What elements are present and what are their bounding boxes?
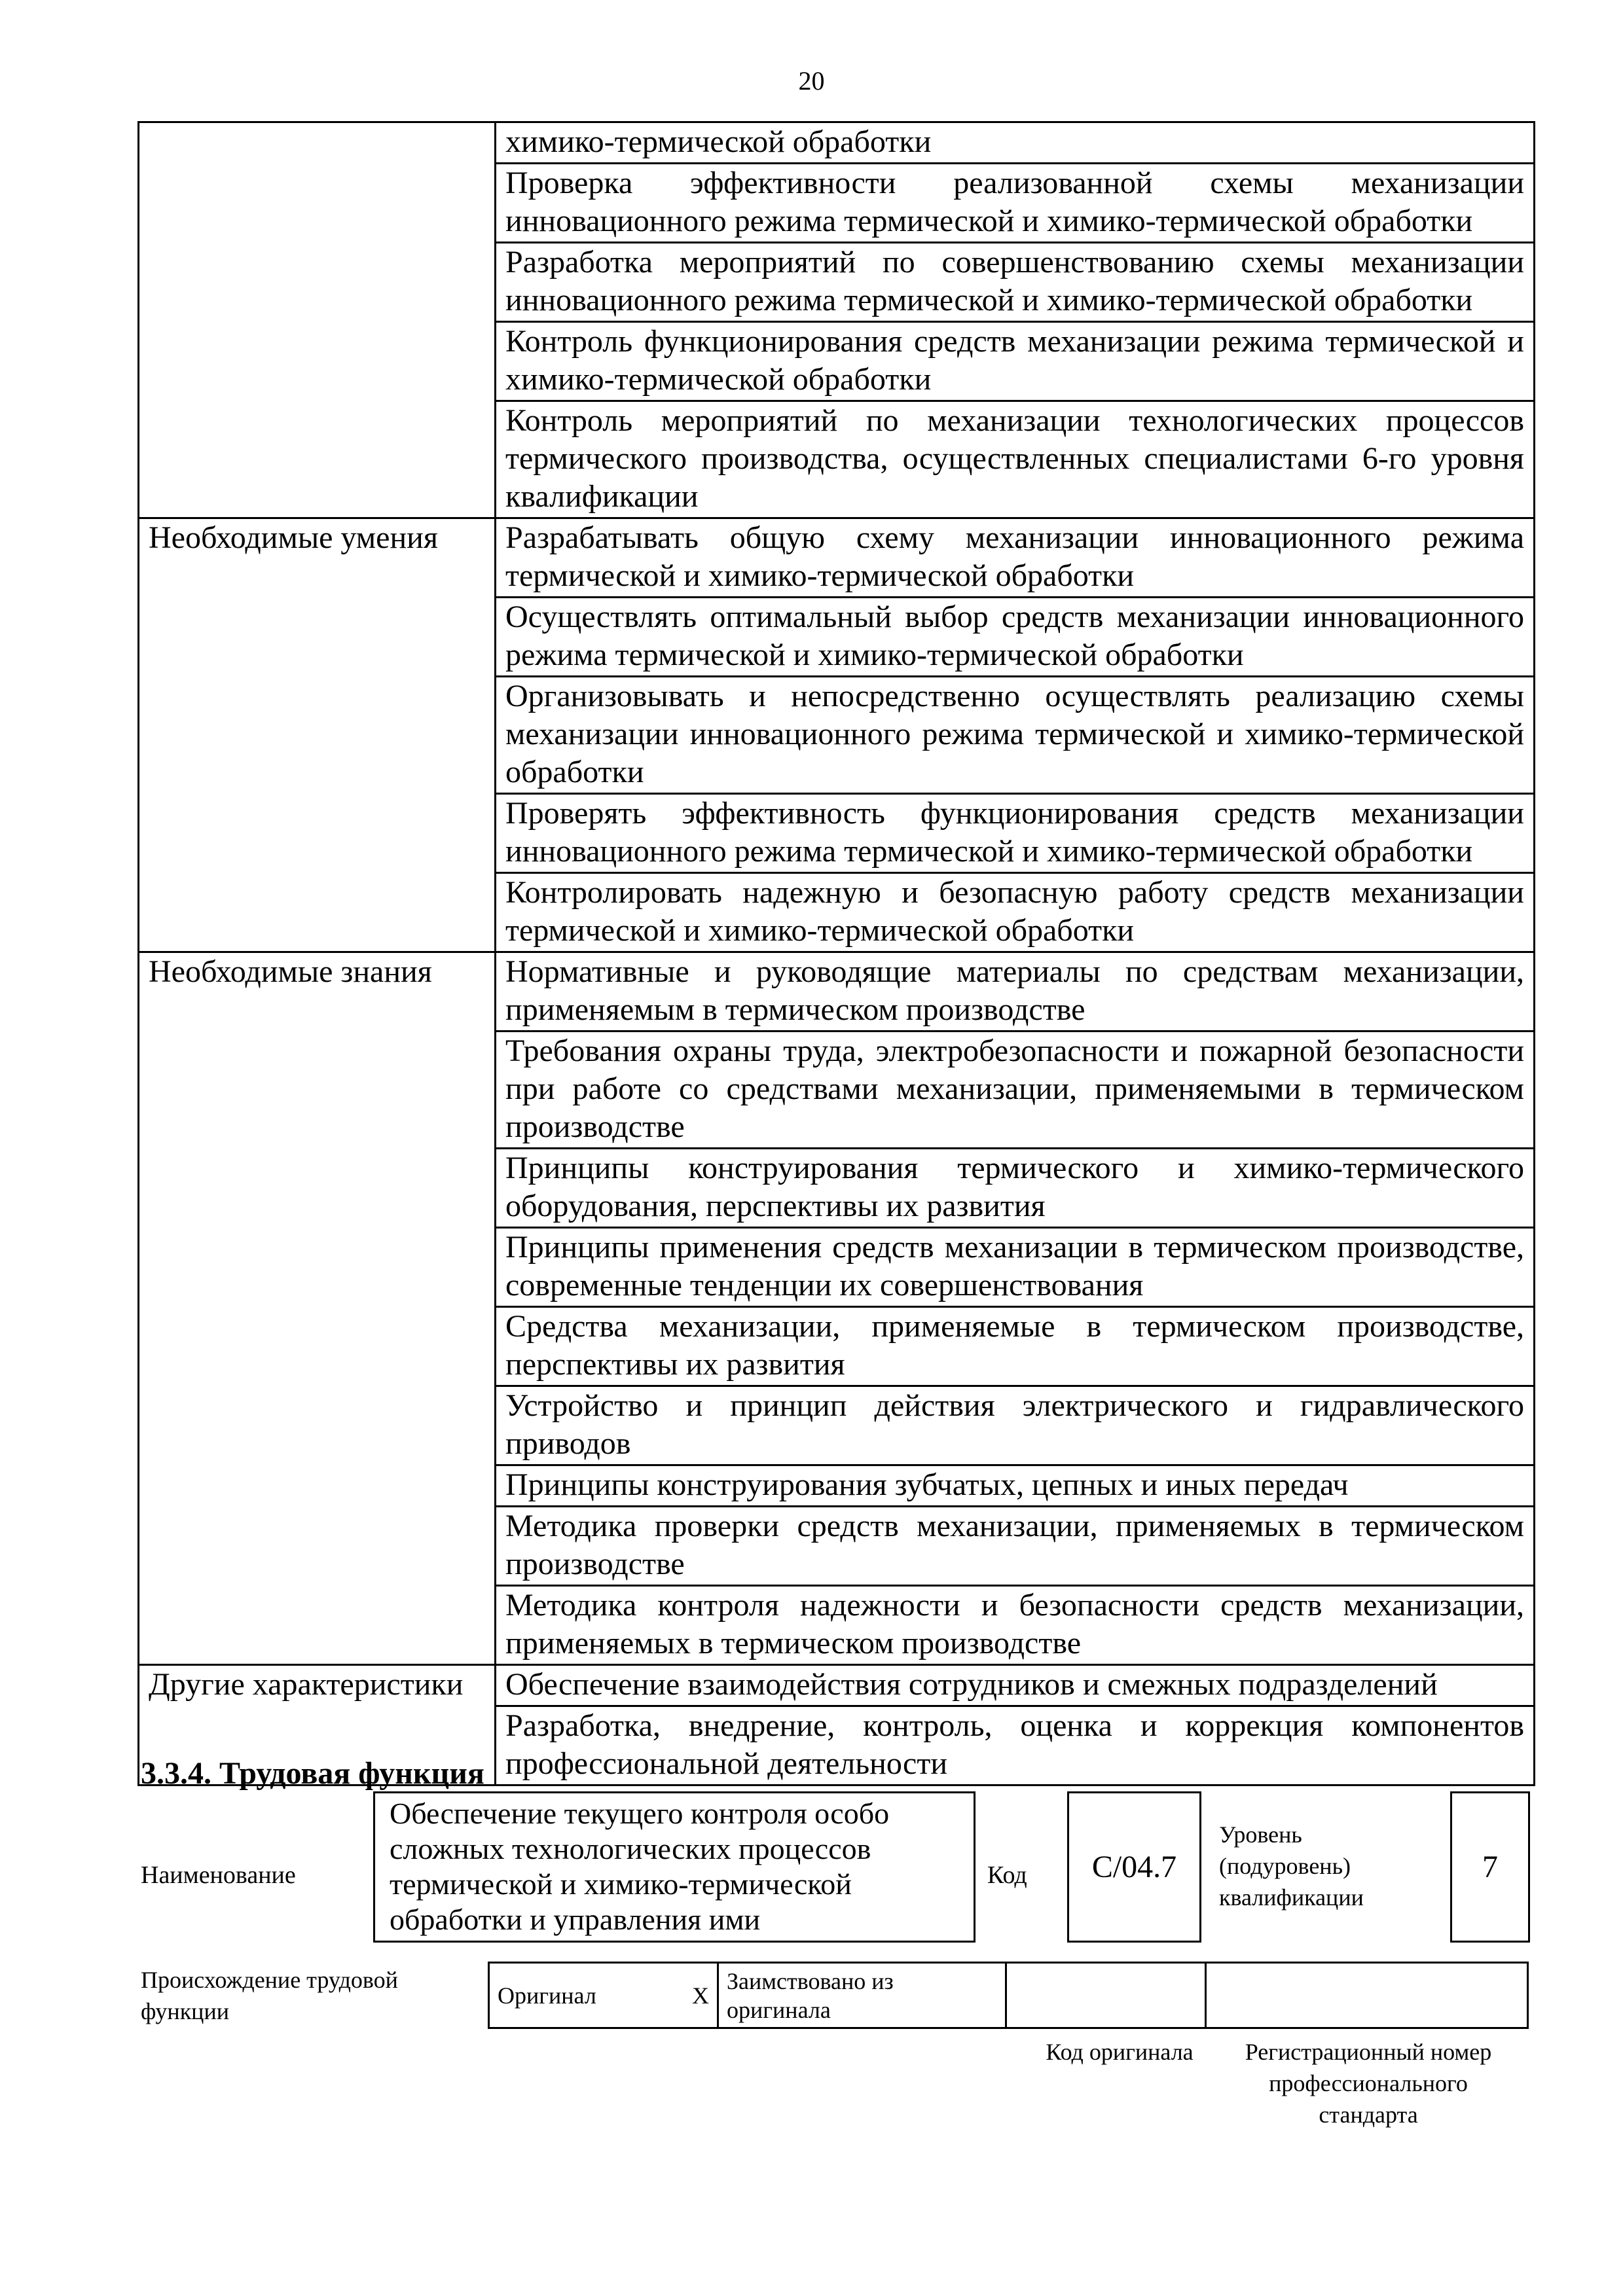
row-item-text: Принципы конструирования зубчатых, цепных и иных передач xyxy=(496,1465,1535,1507)
code-value-box: C/04.7 xyxy=(1067,1791,1201,1943)
row-item-text: Проверка эффективности реализованной схемы механизации инновационного режима термической и химико-термической обработки xyxy=(496,164,1535,243)
table-row xyxy=(139,518,1535,598)
origin-borrowed-cell xyxy=(718,1963,1006,2028)
row-item-text: Контролировать надежную и безопасную работу средств механизации термической и химико-термической обработки xyxy=(496,873,1535,952)
row-item-text: Организовывать и непосредственно осуществлять реализацию схемы механизации инновационного режима термической и химико-термической обработки xyxy=(496,677,1535,794)
row-item-text: Устройство и принцип действия электрического и гидравлического приводов xyxy=(496,1386,1535,1465)
origin-label-1: Происхождение трудовой xyxy=(141,1967,398,1993)
row-item-text: Проверять эффективность функционирования средств механизации инновационного режима термической и химико-термической обработки xyxy=(496,794,1535,873)
row-item-text: Разработка мероприятий по совершенствованию схемы механизации инновационного режима термической и химико-термической обработки xyxy=(496,243,1535,322)
row-item-text: Методика контроля надежности и безопасности средств механизации, применяемых в термическом производстве xyxy=(496,1586,1535,1665)
page-number: 20 xyxy=(798,66,825,96)
table-row xyxy=(139,122,1535,164)
origin-borrowed-line-1: Заимствовано из xyxy=(727,1967,894,1994)
table-row xyxy=(139,1665,1535,1706)
reg-caption-2: профессионального xyxy=(1269,2070,1468,2096)
row-item-text: Требования охраны труда, электробезопасности и пожарной безопасности при работе со средствами механизации, применяемыми в термическом производстве xyxy=(496,1031,1535,1149)
row-item-text: Средства механизации, применяемые в термическом производстве, перспективы их развития xyxy=(496,1307,1535,1386)
row-item-text: химико-термической обработки xyxy=(496,122,1535,164)
name-label: Наименование xyxy=(141,1861,296,1889)
row-item-text: Контроль функционирования средств механизации режима термической и химико-термической обработки xyxy=(496,322,1535,401)
reg-caption-3: стандарта xyxy=(1319,2102,1418,2128)
section-heading: 3.3.4. Трудовая функция xyxy=(141,1756,484,1791)
requirements-table xyxy=(137,121,1535,1786)
function-name-box: Обеспечение текущего контроля особо сложных технологических процессов термической и химико-термической обработки и управления ими xyxy=(373,1791,976,1943)
level-value-box: 7 xyxy=(1450,1791,1530,1943)
row-item-text: Принципы конструирования термического и химико-термического оборудования, перспективы их развития xyxy=(496,1149,1535,1228)
code-caption: Код оригинала xyxy=(1046,2039,1194,2065)
origin-table xyxy=(488,1962,1529,2029)
row-item-text: Разработка, внедрение, контроль, оценка и коррекция компонентов профессиональной деятельности xyxy=(496,1706,1535,1785)
row-category-label xyxy=(139,122,496,518)
origin-original-cell: Оригинал xyxy=(489,1963,656,2028)
origin-code-cell xyxy=(1006,1963,1206,2028)
row-item-text: Разрабатывать общую схему механизации инновационного режима термической и химико-термической обработки xyxy=(496,518,1535,598)
reg-caption-1: Регистрационный номер xyxy=(1245,2039,1492,2065)
origin-borrowed-line-2: оригинала xyxy=(727,1996,831,2023)
row-category-label: Другие характеристики xyxy=(139,1665,496,1785)
level-label-2: (подуровень) xyxy=(1219,1853,1351,1879)
row-category-label: Необходимые знания xyxy=(139,952,496,1665)
level-label-3: квалификации xyxy=(1219,1884,1364,1910)
row-item-text: Обеспечение взаимодействия сотрудников и смежных подразделений xyxy=(496,1665,1535,1706)
table-row xyxy=(139,952,1535,1031)
level-label-1: Уровень xyxy=(1219,1821,1302,1848)
row-item-text: Контроль мероприятий по механизации технологических процессов термического производства, осуществленных специалистами 6-го уровня квалификации xyxy=(496,401,1535,518)
code-label: Код xyxy=(987,1861,1027,1889)
origin-reg-cell xyxy=(1206,1963,1528,2028)
origin-mark: X xyxy=(656,1963,718,2028)
origin-label-2: функции xyxy=(141,1998,229,2024)
row-item-text: Принципы применения средств механизации в термическом производстве, современные тенденции их совершенствования xyxy=(496,1228,1535,1307)
row-item-text: Нормативные и руководящие материалы по средствам механизации, применяемым в термическом производстве xyxy=(496,952,1535,1031)
row-item-text: Осуществлять оптимальный выбор средств механизации инновационного режима термической и химико-термической обработки xyxy=(496,598,1535,677)
row-item-text: Методика проверки средств механизации, применяемых в термическом производстве xyxy=(496,1507,1535,1586)
row-category-label: Необходимые умения xyxy=(139,518,496,952)
